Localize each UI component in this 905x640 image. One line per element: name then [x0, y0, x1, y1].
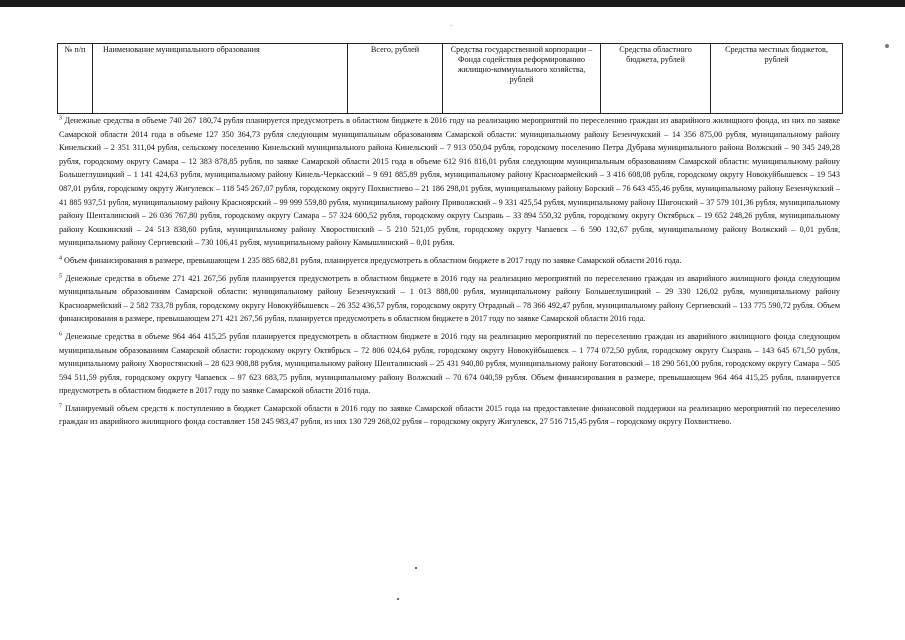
- footnotes-section: [57, 113, 842, 529]
- footnote-mark: 4: [59, 255, 62, 262]
- footnote-mark: 5: [59, 272, 62, 279]
- footnote-text: Денежные средства в объеме 271 421 267,56 рубля планируется предусмотреть в областном бюджете в 2016 году на реализацию мероприятий по переселению граждан из аварийного жилищного фонда следующим муниципальным образованиям Самарской области: муниципальному району Безенчукский – 1 013 888,00 рубля, муниципальному району Большеглушицкий – 29 330 126,02 рубля, муниципальному району Красноармейский – 2 582 733,78 рубля, городскому округу Новокуйбышевск – 26 352 436,57 рубля, городскому округу Отрадный – 78 366 492,47 рубля, муниципальному району Сергиевский – 133 775 590,72 рубля. Объем финансирования в размере, превышающем 271 421 267,56 рубля, планируется предусмотреть в областном бюджете в 2017 году по заявке Самарской области 2016 года.: [59, 273, 840, 324]
- footnote-text: Денежные средства в объеме 740 267 180,74 рубля планируется предусмотреть в областном бюджете в 2016 году на реализацию мероприятий по переселению граждан из аварийного жилищного фонда, из них по заявке Самарской области 2014 года в объеме 127 350 364,73 рубля следующим муниципальным образованиям Самарской области: муниципальному району Безенчукский – 14 356 875,00 рубля, муниципальному району Кинельский – 2 351 311,04 рубля, сельскому поселению Кинельский муниципального района Кинельский – 7 913 050,04 рубля, городскому поселению Петра Дубрава муниципального района Волжский – 90 345 249,28 рубля, городскому округу Самара – 12 383 878,85 рубля, по заявке Самарской области 2015 года в объеме 612 916 816,01 рубля следующим муниципальным образованиям Самарской области: муниципальному району Большеглушицкий – 1 141 424,63 рубля, муниципальному району Кинель-Черкасский – 9 691 885,89 рубля, муниципальному району Красноармейский – 3 416 608,08 рубля, городскому округу Новокуйбышевск – 19 543 087,01 рубля, городскому округу Жигулевск – 118 545 267,07 рубля, городскому округу Похвистнево – 21 186 298,01 рубля, муниципальному району Борский – 76 643 455,46 рубля, муниципальному району Безенчукский – 41 885 937,51 рубля, муниципальному району Красноярский – 99 999 559,80 рубля, муниципальному району Приволжский – 9 331 425,54 рубля, муниципальному району Шигонский – 37 579 101,36 рубля, муниципальному району Шенталинский – 26 036 767,80 рубля, городскому округу Самара – 57 324 600,52 рубля, городскому округу Сызрань – 33 894 550,32 рубля, городскому округу Октябрьск – 19 652 248,26 рубля, муниципальному району Кошкинский – 24 513 838,60 рубля, муниципальному району Хворостянский – 5 210 521,05 рубля, городскому округу Чапаевск – 6 590 132,67 рубля, муниципальному району Волжский – 0,01 рубля, муниципальному району Сергиевский – 730 106,41 рубля, муниципальному району Камышлинский – 0,01 рубля.: [59, 116, 840, 248]
- footnote-text: Планируемый объем средств к поступлению в бюджет Самарской области в 2016 году по заявке Самарской области 2015 года на предоставление финансовой поддержки на реализацию мероприятий по переселению граждан из аварийного жилищного фонда составляет 158 245 983,47 рубля, из них 130 729 268,02 рубля – городскому округу Жигулевск, 27 516 715,45 рубля – городскому округу Похвистнево.: [59, 403, 841, 427]
- column-header-number: № п/п: [58, 44, 93, 114]
- column-header-fund: Средства государственной корпорации – Фонда содействия реформированию жилищно-коммунального хозяйства, рублей: [443, 44, 601, 114]
- financing-table-header: [57, 43, 843, 114]
- scan-dot: [885, 44, 889, 48]
- footnote-5: [57, 272, 842, 326]
- footnote-7: [57, 402, 842, 429]
- footnote-mark: 6: [59, 331, 62, 338]
- scan-speck: ·: [450, 22, 453, 30]
- footnote-mark: 3: [59, 115, 62, 122]
- column-header-municipality: Наименование муниципального образования: [93, 44, 348, 114]
- footnote-6: [57, 330, 842, 398]
- footnote-text: Денежные средства в объеме 964 464 415,25 рубля планируется предусмотреть в областном бюджете в 2016 году на реализацию мероприятий по переселению граждан из аварийного жилищного фонда следующим муниципальным образованиям Самарской области: городскому округу Октябрьск – 72 806 024,64 рубля, городскому округу Новокуйбышевск – 1 774 072,50 рубля, городскому округу Сызрань – 143 645 671,50 рубля, муниципальному району Хворостянский – 28 623 908,88 рубля, муниципальному району Шенталинский – 25 431 940,80 рубля, муниципальному району Богатовский – 18 290 561,00 рубля, городскому округу Самара – 505 594 511,59 рубля, городскому округу Чапаевск – 97 623 683,75 рубля, муниципальному району Волжский – 70 674 040,59 рубля. Объем финансирования в размере, превышающем 964 464 415,25 рубля, планируется предусмотреть в областном бюджете в 2017 году по заявке Самарской области 2016 года.: [59, 331, 840, 396]
- scan-speck: [397, 598, 399, 600]
- scan-speck: [415, 567, 417, 569]
- top-edge-rule: [0, 0, 905, 7]
- footnote-4: [57, 254, 842, 268]
- column-header-regional-budget: Средства областного бюджета, рублей: [601, 44, 711, 114]
- footnote-mark: 7: [59, 403, 62, 410]
- footnote-3: [57, 114, 842, 250]
- footnote-text: Объем финансирования в размере, превышающем 1 235 885 682,81 рубля, планируется предусмотреть в областном бюджете в 2017 году по заявке Самарской области 2016 года.: [64, 255, 682, 265]
- column-header-local-budget: Средства местных бюджетов, рублей: [711, 44, 843, 114]
- column-header-total: Всего, рублей: [348, 44, 443, 114]
